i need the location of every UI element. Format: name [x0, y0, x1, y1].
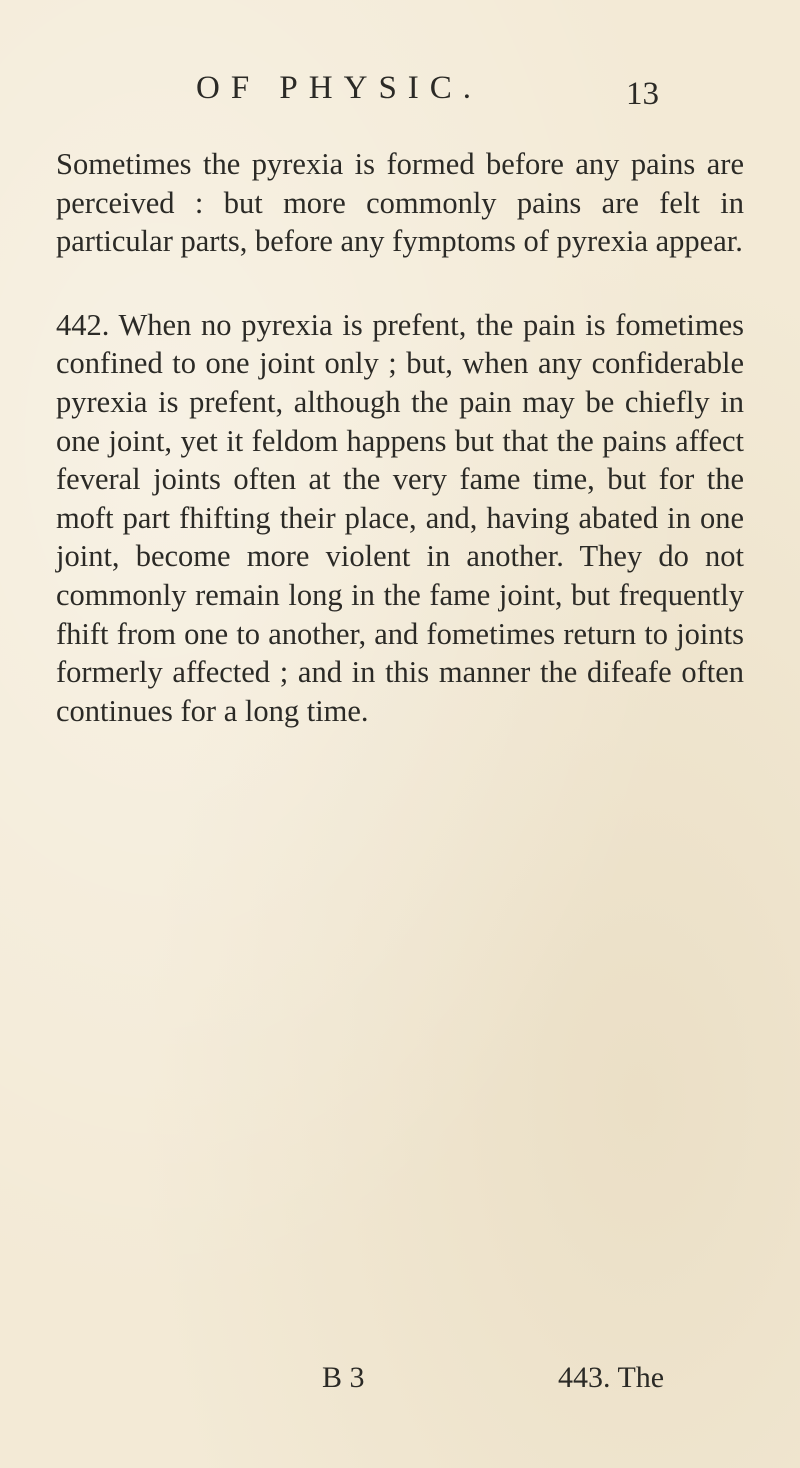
page-footer: [0, 1358, 800, 1398]
paragraph-sometimes-pyrexia: Sometimes the pyrexia is formed before any pains are perceived : but more commonly pains are felt in particular parts, before any fymptoms of pyrexia appear.: [56, 147, 744, 259]
page-header: [0, 68, 800, 112]
page-number: 13: [626, 76, 659, 112]
signature-mark: B 3: [322, 1361, 365, 1394]
running-title: OF PHYSIC.: [196, 70, 483, 106]
catchword: 443. The: [558, 1361, 665, 1394]
body-text: [56, 145, 744, 730]
paragraph-442: 442. When no pyrexia is prefent, the pain is fometimes confined to one joint only ; but, when any confiderable pyrexia is prefent, although the pain may be chiefly in one joint, yet it feldom happens but that the pains affect feveral joints often at the very fame time, but for the moft part fhifting their place, and, having abated in one joint, become more violent in another. They do not commonly remain long in the fame joint, but frequently fhift from one to another, and fometimes return to joints formerly affected ; and in this manner the difeafe often continues for a long time.: [56, 307, 744, 728]
